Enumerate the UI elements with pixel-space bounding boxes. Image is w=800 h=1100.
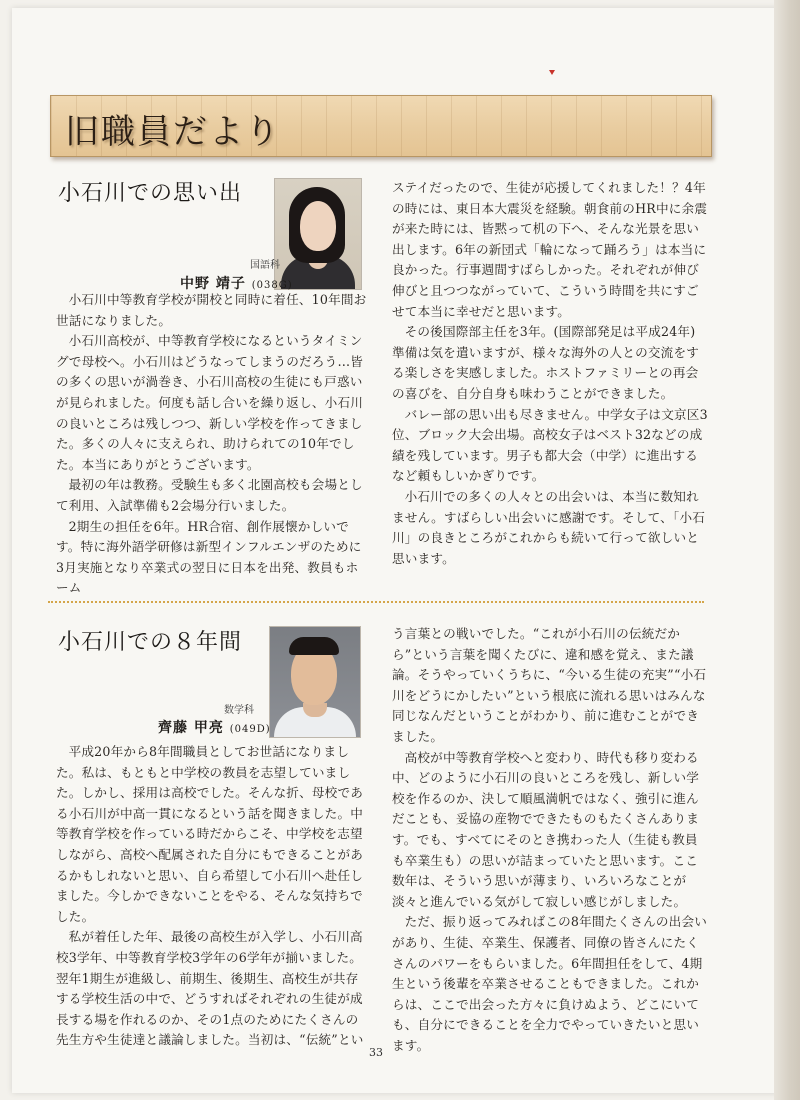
- article2-right-p1: う言葉との戦いでした。“これが小石川の伝統だから”という言葉を聞くたびに、違和感を覚え、また議論。そうやっていくうちに、“今いる生徒の充実”“小石川をどうにかしたい”という根底に流れる思いはみんな同じなんだということがわかり、前に進むことができました。: [392, 626, 707, 744]
- article1-right-p3: バレー部の思い出も尽きません。中学女子は文京区3位、ブロック大会出場。高校女子はベスト32などの成績を残しています。男子も都大会（中学）に進出するなど頼もしいかぎりです。: [392, 406, 708, 484]
- article1-left-p3: 最初の年は教務。受験生も多く北園高校も会場として利用、入試準備も2会場分行いました。: [56, 477, 363, 513]
- article2-right-p2: 高校が中等教育学校へと変わり、時代も移り変わる中、どのように小石川の良いところを残し、新しい学校を作るのか、決して順風満帆ではなく、強引に進んだことも、妥協の産物でできたものもたくさんあります。でも、すべてにそのとき携わった人（生徒も教員も卒業生も）の思いが詰まっていたと思います。ここ数年は、そういう思いが薄まり、いろいろなことが淡々と進んでいる気がして寂しい感じがしました。: [392, 749, 700, 909]
- section-banner: [50, 95, 712, 157]
- article1-right-column: [392, 178, 708, 569]
- article2-right-p3: ただ、振り返ってみればこの8年間たくさんの出会いがあり、生徒、卒業生、保護者、同僚の皆さんにたくさんのパワーをもらいました。6年間担任をして、4期生という後輩を卒業させることもできました。これからは、ここで出会った方々に負けぬよう、どこにいても、自分にできることを全力でやっていきたいと思います。: [392, 914, 708, 1053]
- article2-right-column: [392, 624, 708, 1056]
- red-mark: [549, 70, 555, 75]
- article1-left-p4: 2期生の担任を6年。HR合宿、創作展懐かしいです。特に海外語学研修は新型インフルエンザのために3月実施となり卒業式の翌日に日本を出発、教員もホーム: [56, 518, 362, 596]
- article2-code: (049D): [229, 724, 271, 735]
- article2-photo: [269, 626, 361, 738]
- article1-right-p1: ステイだったので、生徒が応援してくれました！？4年の時には、東日本大震災を経験。朝食前のHR中に余震が来た時には、皆黙って机の下へ、そんな光景を思い出します。6年の新団式「輪になって踊ろう」は本当に良かった。行事週間すばらしかった。それぞれが伸び伸びと且つつながっていて、こういう時間を共にすごせて本当に幸せだと思います。: [392, 180, 708, 319]
- section-divider: [48, 601, 704, 603]
- article1-code: (038G): [251, 280, 293, 291]
- article1-title: 小石川での思い出: [58, 181, 243, 206]
- banner-title: 旧職員だより: [65, 112, 281, 152]
- article2-left-p2: 私が着任した年、最後の高校生が入学し、小石川高校3学年、中等教育学校3学年の6学年が揃いました。翌年1期生が進級し、前期生、後期生、高校生が共存する学校生活の中で、どうすればそれぞれの生徒が成長する場を作れるのか、その1点のためにたくさんの先生方や生徒達と議論しました。当初は、“伝統”とい: [56, 929, 364, 1048]
- article2-title: 小石川での８年間: [58, 630, 243, 655]
- article2-left-column: [56, 742, 368, 1051]
- article1-left-column: [56, 290, 368, 599]
- hair-shape-2: [289, 637, 339, 655]
- article1-left-p2: 小石川高校が、中等教育学校になるというタイミングで母校へ。小石川はどうなってしまうのだろう…皆の多くの思いが渦巻き、小石川高校の生徒にも戸惑いが見られました。何度も話し合いを繰り返し、小石川の良いところは残しつつ、新しい学校を作ってきました。多くの人々に支えられ、助けられての10年でした。本当にありがとうございます。: [56, 333, 364, 472]
- article1-right-p2: その後国際部主任を3年。(国際部発足は平成24年)準備は気を遣いますが、様々な海外の人との交流をする楽しさを実感しました。ホストファミリーとの再会の喜びを、自分自身も味わうことができました。: [392, 324, 700, 401]
- face-shape: [300, 201, 336, 251]
- page-number: 33: [369, 1046, 383, 1059]
- article1-dept: 国語科: [250, 260, 280, 271]
- article1-name: 中野 靖子: [180, 276, 246, 292]
- page-edge: [774, 0, 800, 1100]
- article2-dept: 数学科: [224, 705, 254, 716]
- article1-right-p4: 小石川での多くの人々との出会いは、本当に数知れません。すばらしい出会いに感謝です。そして、「小石川」の良きところがこれからも続いて行って欲しいと思います。: [392, 488, 706, 566]
- article2-left-p1: 平成20年から8年間職員としてお世話になりました。私は、もともと中学校の教員を志望していました。しかし、採用は高校でした。そんな折、母校である小石川が中高一貫になるという話を聞きました。中等教育学校を作っている時だからこそ、中学校を志望しながら、高校へ配属された自分にもできることがあるかもしれないと思い、自ら希望して小石川へ赴任しました。今しかできないことをやる、そんな気持ちでした。: [56, 744, 364, 924]
- article2-byline: [158, 717, 271, 737]
- article1-left-p1: 小石川中等教育学校が開校と同時に着任、10年間お世話になりました。: [56, 292, 367, 328]
- article2-name: 齊藤 甲亮: [158, 720, 224, 736]
